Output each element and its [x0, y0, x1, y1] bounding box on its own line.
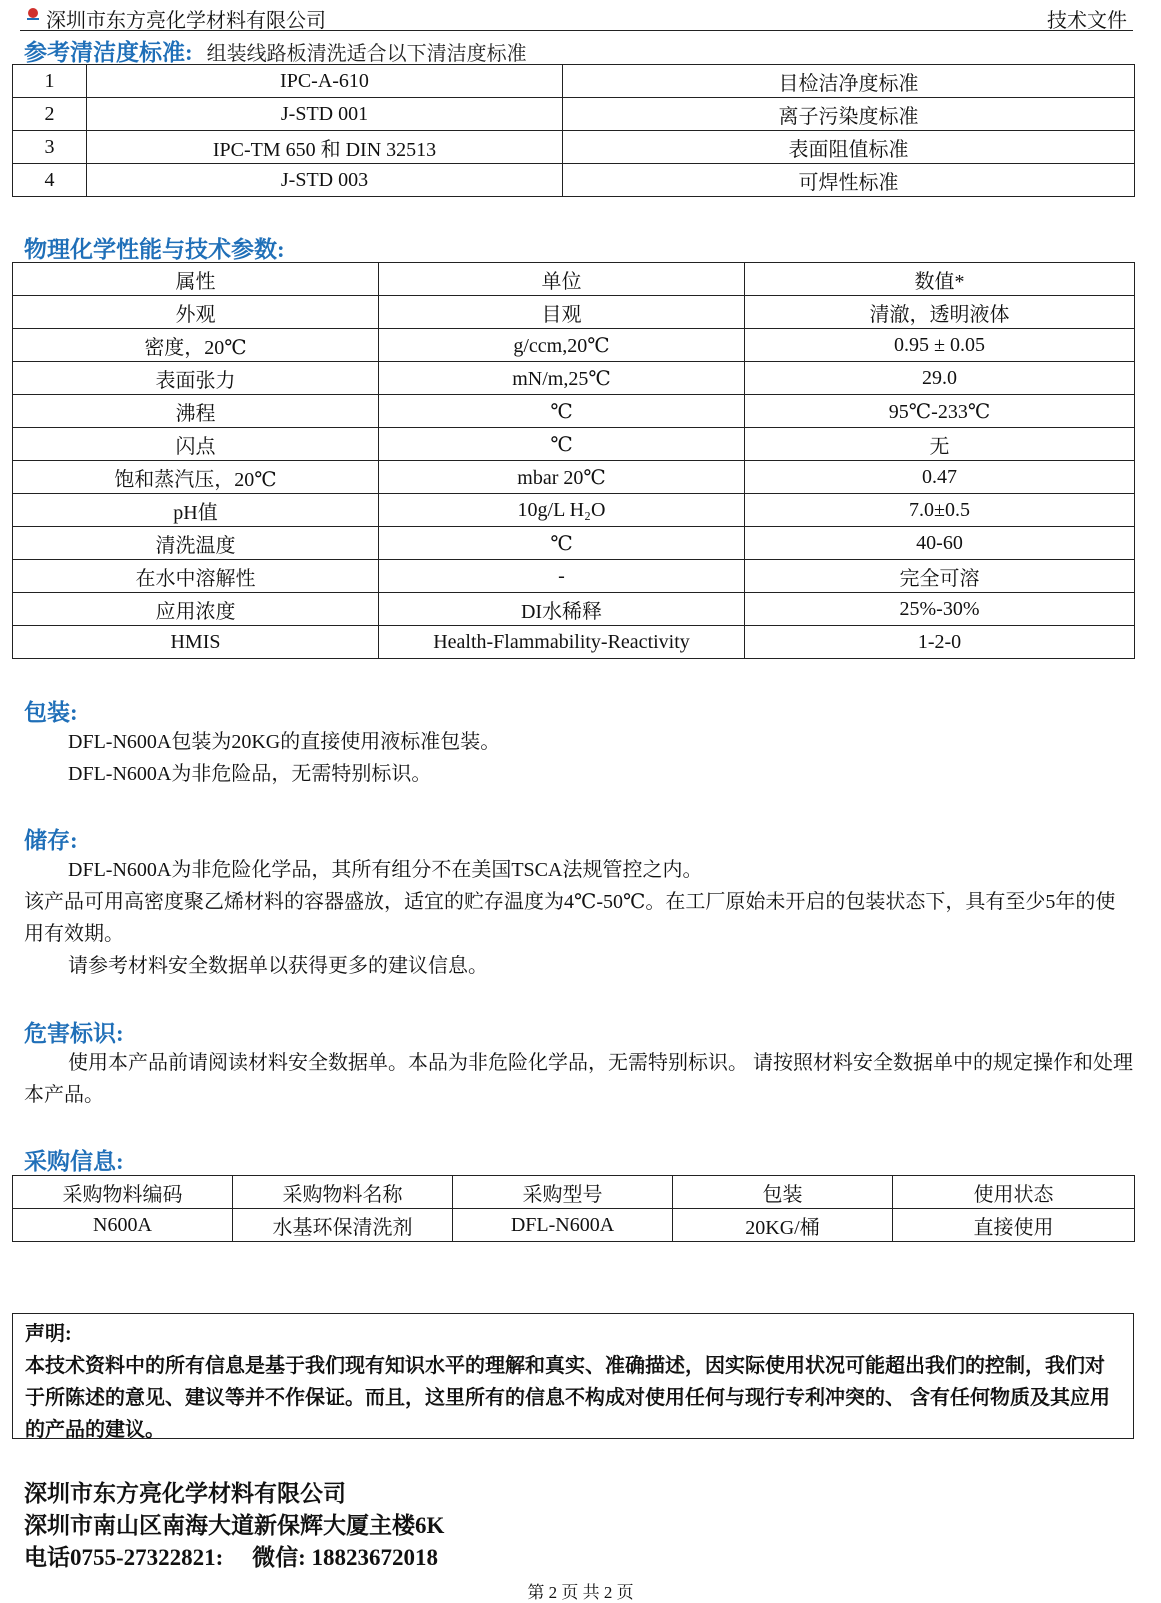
- company-logo-icon: [26, 7, 40, 21]
- page-header: [20, 2, 1133, 31]
- header-doc-type: 技术文件: [1047, 10, 1127, 32]
- table-row: 3 IPC-TM 650 和 DIN 32513 表面阻值标准: [13, 131, 1135, 164]
- cleanliness-title: 参考清洁度标准: 组装线路板清洗适合以下清洁度标准: [24, 40, 527, 65]
- table-row: 表面张力 mN/m,25℃ 29.0: [13, 362, 1135, 395]
- table-header-row: 采购物料编码 采购物料名称 采购型号 包装 使用状态: [13, 1176, 1135, 1209]
- table-row: 应用浓度 DI水稀释 25%-30%: [13, 593, 1135, 626]
- storage-line-3: 请参考材料安全数据单以获得更多的建议信息。: [68, 955, 488, 977]
- table-row: 清洗温度 ℃ 40-60: [13, 527, 1135, 560]
- company-footer: [24, 1478, 444, 1574]
- page-number: 第 2 页 共 2 页: [527, 1583, 634, 1602]
- storage-title: 储存:: [24, 828, 78, 853]
- packaging-title: 包装:: [24, 700, 78, 725]
- notice-text: 本技术资料中的所有信息是基于我们现有知识水平的理解和真实、准确描述，因实际使用状况可能超出我们的控制，我们对于所陈述的意见、建议等并不作保证。而且，这里所有的信息不构成对使用任何与现行专利冲突的、 含有任何物质及其应用的产品的建议。: [25, 1355, 1110, 1441]
- table-row: 2 J-STD 001 离子污染度标准: [13, 98, 1135, 131]
- notice-box: [12, 1313, 1134, 1439]
- hazard-text: 使用本产品前请阅读材料安全数据单。本品为非危险化学品，无需特别标识。 请按照材料安全数据单中的规定操作和处理本产品。: [24, 1052, 1133, 1106]
- footer-contact: 电话0755-27322821: 微信: 18823672018: [24, 1545, 438, 1570]
- notice-title: 声明:: [25, 1323, 72, 1345]
- table-row: HMIS Health-Flammability-Reactivity 1-2-0: [13, 626, 1135, 659]
- header-company: 深圳市东方亮化学材料有限公司: [46, 10, 326, 32]
- storage-line-1: DFL-N600A为非危险化学品，其所有组分不在美国TSCA法规管控之内。: [68, 859, 703, 881]
- table-header-row: 属性 单位 数值*: [13, 263, 1135, 296]
- cleanliness-table: [12, 64, 1135, 197]
- packaging-line-1: DFL-N600A包装为20KG的直接使用液标准包装。: [68, 731, 501, 753]
- table-row: 在水中溶解性 - 完全可溶: [13, 560, 1135, 593]
- table-row: 1 IPC-A-610 目检洁净度标准: [13, 65, 1135, 98]
- storage-line-2: 该产品可用高密度聚乙烯材料的容器盛放，适宜的贮存温度为4℃-50℃。在工厂原始未开启的包装状态下，具有至少5年的使用有效期。: [24, 891, 1116, 945]
- footer-address: 深圳市南山区南海大道新保辉大厦主楼6K: [24, 1513, 445, 1538]
- properties-table: [12, 262, 1135, 659]
- purchase-title: 采购信息:: [24, 1149, 124, 1174]
- purchase-table: [12, 1175, 1135, 1242]
- table-row: pH值 10g/L H₂O 7.0±0.5: [13, 494, 1135, 527]
- table-row: 闪点 ℃ 无: [13, 428, 1135, 461]
- properties-title: 物理化学性能与技术参数:: [24, 237, 285, 262]
- table-row: 沸程 ℃ 95℃-233℃: [13, 395, 1135, 428]
- hazard-title: 危害标识:: [24, 1021, 124, 1046]
- packaging-line-2: DFL-N600A为非危险品，无需特别标识。: [68, 763, 432, 785]
- cleanliness-subtitle: 组装线路板清洗适合以下清洁度标准: [206, 43, 527, 65]
- footer-company: 深圳市东方亮化学材料有限公司: [24, 1481, 346, 1506]
- table-row: 饱和蒸汽压，20℃ mbar 20℃ 0.47: [13, 461, 1135, 494]
- table-row: 外观 目观 清澈，透明液体: [13, 296, 1135, 329]
- table-row: N600A 水基环保清洗剂 DFL-N600A 20KG/桶 直接使用: [13, 1209, 1135, 1242]
- table-row: 密度，20℃ g/ccm,20℃ 0.95 ± 0.05: [13, 329, 1135, 362]
- table-row: 4 J-STD 003 可焊性标准: [13, 164, 1135, 197]
